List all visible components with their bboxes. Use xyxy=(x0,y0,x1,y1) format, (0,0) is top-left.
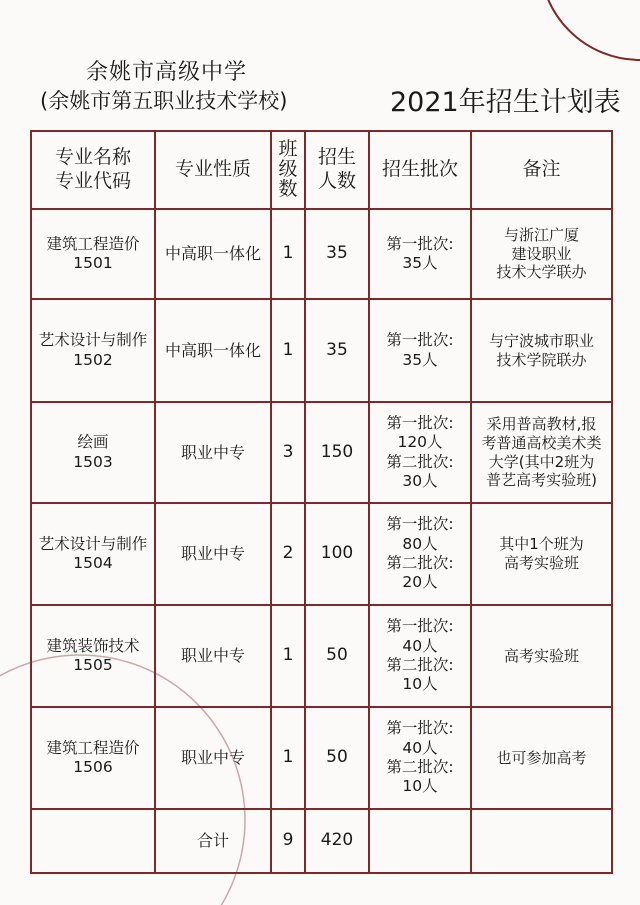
cell-classes: 1 xyxy=(271,209,305,299)
cell-major: 艺术设计与制作 1504 xyxy=(31,503,155,605)
cell-note: 采用普高教材,报 考普通高校美术类 大学(其中2班为 普艺高考实验班) xyxy=(471,402,612,503)
table-row xyxy=(31,299,612,402)
table-row xyxy=(31,503,612,605)
school-name: 余姚市高级中学 xyxy=(86,60,248,85)
enrollment-plan-table xyxy=(30,130,613,874)
cell-type: 职业中专 xyxy=(155,707,271,809)
cell-total-classes: 9 xyxy=(271,809,305,873)
cell-total-empty xyxy=(31,809,155,873)
cell-classes: 1 xyxy=(271,605,305,707)
cell-note: 与浙江广厦 建设职业 技术大学联办 xyxy=(471,209,612,299)
cell-major: 建筑工程造价 1506 xyxy=(31,707,155,809)
cell-enroll: 100 xyxy=(305,503,369,605)
header-classes xyxy=(271,131,305,209)
cell-batch: 第一批次: 40人 第二批次: 10人 xyxy=(369,707,471,809)
cell-batch: 第一批次: 80人 第二批次: 20人 xyxy=(369,503,471,605)
table-header-row xyxy=(31,131,612,209)
cell-batch: 第一批次: 40人 第二批次: 10人 xyxy=(369,605,471,707)
cell-batch: 第一批次: 35人 xyxy=(369,299,471,402)
header-classes-char-2: 级 xyxy=(278,158,298,181)
cell-enroll: 50 xyxy=(305,707,369,809)
cell-enroll: 50 xyxy=(305,605,369,707)
table-row xyxy=(31,707,612,809)
school-alternate-name: (余姚市第五职业技术学校) xyxy=(40,89,288,113)
cell-classes: 1 xyxy=(271,707,305,809)
cell-enroll: 35 xyxy=(305,209,369,299)
header-classes-char-1: 班 xyxy=(278,138,298,161)
cell-type: 职业中专 xyxy=(155,605,271,707)
header-enroll xyxy=(305,131,369,209)
cell-total-enroll: 420 xyxy=(305,809,369,873)
cell-classes: 3 xyxy=(271,402,305,503)
header-type: 专业性质 xyxy=(155,131,271,209)
cell-batch: 第一批次: 120人 第二批次: 30人 xyxy=(369,402,471,503)
header-enroll-line-1: 招生 xyxy=(317,146,356,169)
cell-total-label: 合计 xyxy=(155,809,271,873)
cell-major: 绘画 1503 xyxy=(31,402,155,503)
header-note: 备注 xyxy=(471,131,612,209)
cell-type: 中高职一体化 xyxy=(155,299,271,402)
cell-major: 建筑工程造价 1501 xyxy=(31,209,155,299)
cell-total-batch-empty xyxy=(369,809,471,873)
top-right-arc xyxy=(540,0,640,60)
cell-major: 建筑装饰技术 1505 xyxy=(31,605,155,707)
cell-type: 职业中专 xyxy=(155,402,271,503)
table-total-row xyxy=(31,809,612,873)
cell-batch: 第一批次: 35人 xyxy=(369,209,471,299)
table-row xyxy=(31,209,612,299)
cell-total-note-empty xyxy=(471,809,612,873)
table-row xyxy=(31,402,612,503)
cell-note: 与宁波城市职业 技术学院联办 xyxy=(471,299,612,402)
document-title: 2021年招生计划表 xyxy=(390,87,621,118)
header-major-code: 专业代码 xyxy=(54,170,131,192)
header-major xyxy=(31,131,155,209)
cell-classes: 1 xyxy=(271,299,305,402)
header-enroll-line-2: 人数 xyxy=(317,170,356,192)
cell-type: 中高职一体化 xyxy=(155,209,271,299)
cell-note: 也可参加高考 xyxy=(471,707,612,809)
cell-classes: 2 xyxy=(271,503,305,605)
cell-note: 高考实验班 xyxy=(471,605,612,707)
cell-type: 职业中专 xyxy=(155,503,271,605)
header-classes-char-3: 数 xyxy=(278,177,298,200)
cell-note: 其中1个班为 高考实验班 xyxy=(471,503,612,605)
header-major-name: 专业名称 xyxy=(54,146,131,169)
cell-enroll: 150 xyxy=(305,402,369,503)
cell-major: 艺术设计与制作 1502 xyxy=(31,299,155,402)
table-row xyxy=(31,605,612,707)
cell-enroll: 35 xyxy=(305,299,369,402)
header-batch: 招生批次 xyxy=(369,131,471,209)
